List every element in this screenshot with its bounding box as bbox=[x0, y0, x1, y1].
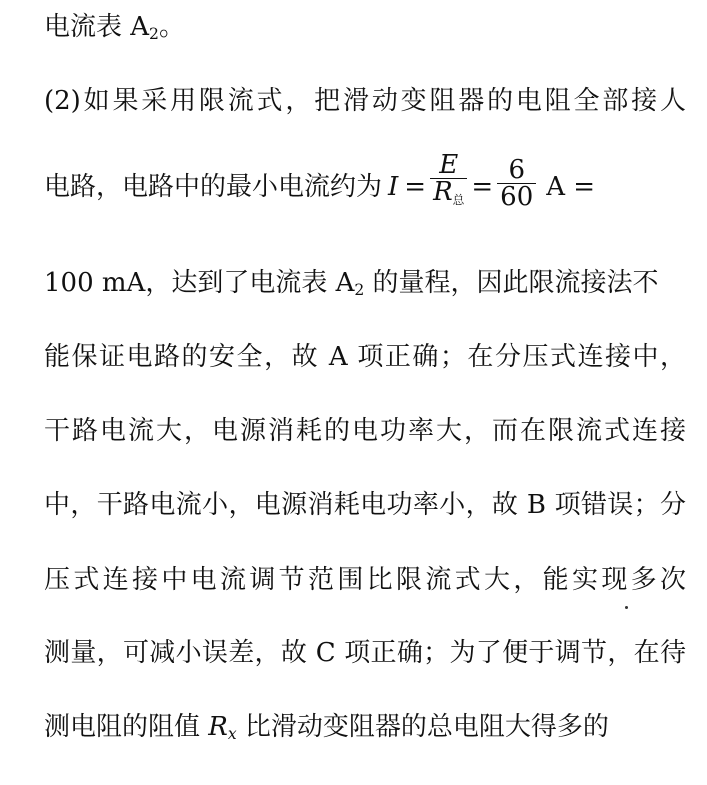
line-4-text-a: 100 mA，达到了电流表 A bbox=[44, 268, 355, 298]
resistance-symbol: R bbox=[433, 177, 453, 208]
equals-sign-2: = bbox=[471, 172, 494, 202]
text-line-2: (2)如果采用限流式，把滑动变阻器的电阻全部接人 bbox=[44, 86, 686, 116]
fraction-6-over-60 bbox=[497, 154, 536, 212]
text-line-1 bbox=[44, 12, 686, 49]
scan-speck bbox=[625, 606, 628, 609]
line-4-subscript: 2 bbox=[354, 280, 365, 299]
line-4-text-b: 的量程，因此限流接法不 bbox=[364, 268, 659, 298]
line-10-text-a: 测电阻的阻值 bbox=[44, 712, 201, 742]
line-1-subscript: 2 bbox=[149, 24, 159, 43]
current-variable: I bbox=[388, 172, 399, 202]
text-line-6: 干路电流大，电源消耗的电功率大，而在限流式连接 bbox=[44, 416, 686, 446]
fraction-1-numerator: E bbox=[430, 152, 467, 179]
text-line-10 bbox=[44, 712, 686, 749]
fraction-1-denominator bbox=[430, 179, 467, 213]
text-line-9: 测量，可减小误差，故 C 项正确；为了便于调节，在待 bbox=[44, 638, 686, 668]
text-line-4 bbox=[44, 268, 686, 305]
text-line-5: 能保证电路的安全，故 A 项正确；在分压式连接中， bbox=[44, 342, 686, 372]
equals-sign-1: = bbox=[404, 172, 427, 202]
text-line-7: 中，干路电流小，电源消耗电功率小，故 B 项错误；分 bbox=[44, 490, 686, 520]
line-3-unit-equals: A = bbox=[546, 172, 596, 202]
fraction-e-over-r bbox=[430, 152, 467, 213]
resistance-rx-symbol: R bbox=[208, 712, 228, 742]
text-line-3-formula bbox=[44, 150, 686, 216]
line-1-end: 。 bbox=[158, 12, 185, 42]
rx-subscript: x bbox=[227, 724, 237, 743]
line-3-text: 电路，电路中的最小电流约为 bbox=[44, 172, 383, 202]
fraction-2-denominator: 60 bbox=[500, 181, 534, 212]
text-line-8: 压式连接中电流调节范围比限流式大，能实现多次 bbox=[44, 565, 686, 595]
resistance-subscript-total: 总 bbox=[452, 193, 465, 208]
line-10-text-b: 比滑动变阻器的总电阻大得多的 bbox=[244, 712, 609, 742]
fraction-2-numerator: 6 bbox=[497, 157, 536, 184]
line-1-text: 电流表 A bbox=[44, 12, 150, 42]
